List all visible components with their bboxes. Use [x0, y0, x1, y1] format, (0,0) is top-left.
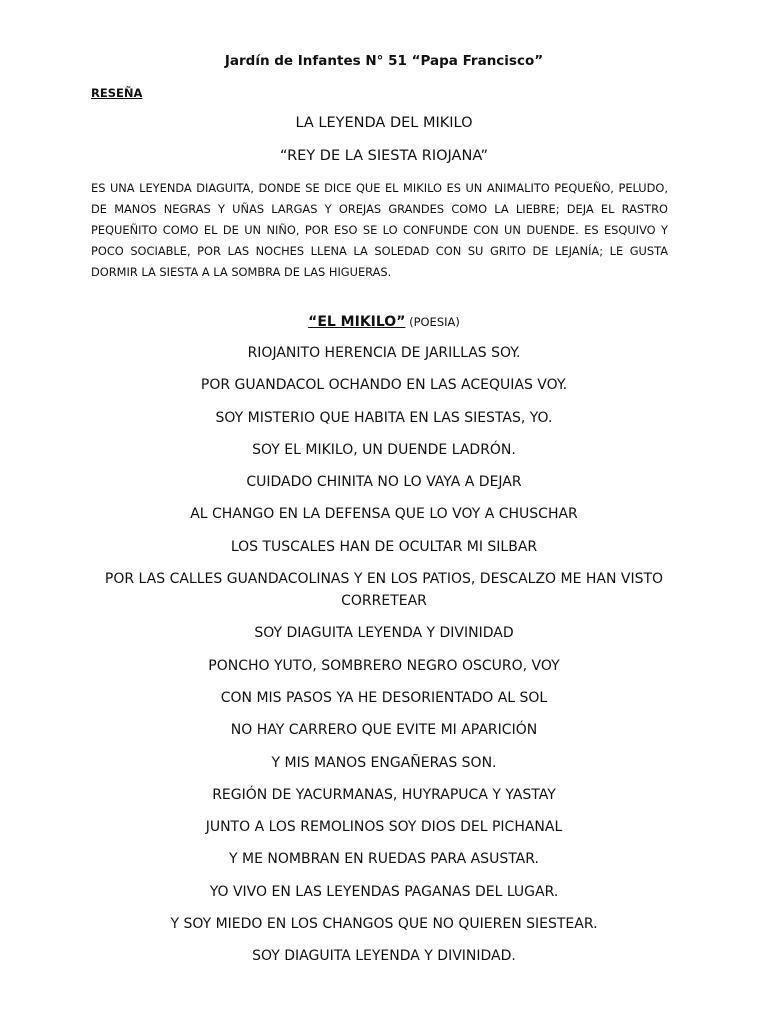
- poem-line: JUNTO A LOS REMOLINOS SOY DIOS DEL PICHANAL: [205, 819, 563, 836]
- poem-line: RIOJANITO HERENCIA DE JARILLAS SOY.: [247, 345, 521, 361]
- poem-heading: [0, 314, 768, 330]
- poem-line: POR LAS CALLES GUANDACOLINAS Y EN LOS PATIOS, DESCALZO ME HAN VISTO CORRETEAR: [104, 571, 664, 610]
- poem-line: CUIDADO CHINITA NO LO VAYA A DEJAR: [246, 474, 522, 491]
- legend-summary: ES UNA LEYENDA DIAGUITA, DONDE SE DICE QUE EL MIKILO ES UN ANIMALITO PEQUEÑO, PELUDO, DE MANOS NEGRAS Y UÑAS LARGAS Y OREJAS GRANDES COMO LA LIEBRE; DEJA EL RASTRO PEQUEÑITO COMO EL DE UN NIÑO, POR ESO SE LO CONFUNDE CON UN DUENDE. ES ESQUIVO Y POCO SOCIABLE, POR LAS NOCHES LLENA LA SOLEDAD CON SU GRITO DE LEJANÍA; LE GUSTA DORMIR LA SIESTA A LA SOMBRA DE LAS HIGUERAS.: [91, 181, 668, 279]
- legend-subtitle: “REY DE LA SIESTA RIOJANA”: [280, 148, 488, 164]
- poem-line: SOY DIAGUITA LEYENDA Y DIVINIDAD.: [252, 948, 516, 965]
- poem-line: NO HAY CARRERO QUE EVITE MI APARICIÓN: [230, 722, 538, 739]
- poem-subtitle: (POESIA): [405, 315, 460, 329]
- poem-title: “EL MIKILO”: [308, 314, 406, 330]
- poem-line: POR GUANDACOL OCHANDO EN LAS ACEQUIAS VOY.: [200, 377, 568, 394]
- poem-lines: [0, 342, 768, 978]
- poem-line: AL CHANGO EN LA DEFENSA QUE LO VOY A CHUSCHAR: [190, 506, 578, 523]
- poem-line: PONCHO YUTO, SOMBRERO NEGRO OSCURO, VOY: [208, 657, 560, 674]
- poem-line: SOY DIAGUITA LEYENDA Y DIVINIDAD: [254, 625, 514, 642]
- school-name: Jardín de Infantes N° 51 “Papa Francisco”: [224, 53, 544, 69]
- poem-line: Y SOY MIEDO EN LOS CHANGOS QUE NO QUIEREN SIESTEAR.: [170, 916, 598, 933]
- poem-line: Y MIS MANOS ENGAÑERAS SON.: [271, 754, 497, 771]
- poem-line: CON MIS PASOS YA HE DESORIENTADO AL SOL: [220, 689, 548, 706]
- poem-line: Y ME NOMBRAN EN RUEDAS PARA ASUSTAR.: [229, 851, 539, 868]
- poem-line: YO VIVO EN LAS LEYENDAS PAGANAS DEL LUGAR.: [209, 883, 559, 900]
- poem-line: LOS TUSCALES HAN DE OCULTAR MI SILBAR: [230, 538, 538, 555]
- legend-title: LA LEYENDA DEL MIKILO: [295, 115, 473, 131]
- section-heading: RESEÑA: [91, 86, 143, 100]
- poem-line: SOY EL MIKILO, UN DUENDE LADRÓN.: [252, 441, 516, 458]
- poem-line: REGIÓN DE YACURMANAS, HUYRAPUCA Y YASTAY: [212, 786, 556, 803]
- poem-line: SOY MISTERIO QUE HABITA EN LAS SIESTAS, YO.: [215, 409, 553, 426]
